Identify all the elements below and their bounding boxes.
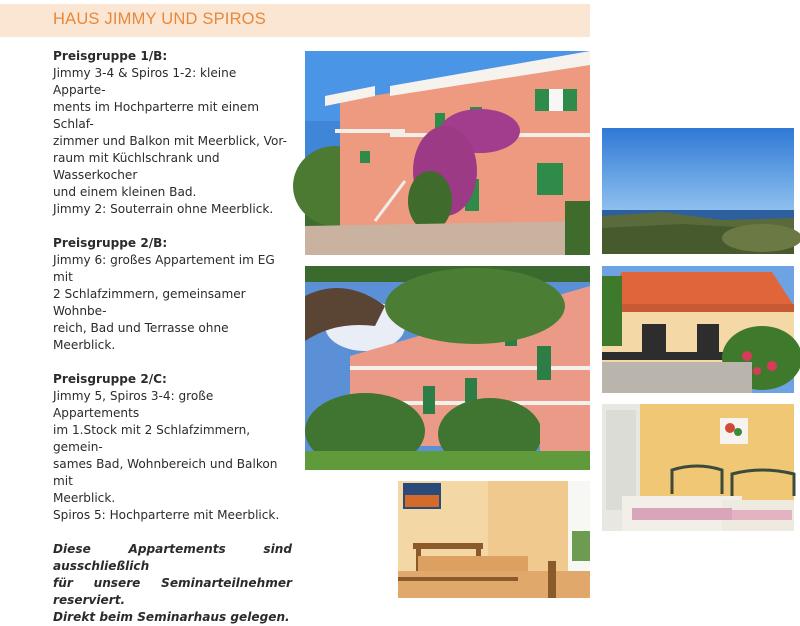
price-group-line: Jimmy 3-4 & Spiros 1-2: kleine Apparte-	[53, 66, 237, 97]
price-group-line: raum mit Küchlschrank und Wasserkocher	[53, 151, 220, 182]
ground-floor-terrace-photo	[602, 266, 794, 393]
price-group-heading: Preisgruppe 1/B:	[53, 49, 168, 63]
note-line: für unsere Seminarteilnehmer reserviert.	[53, 576, 292, 607]
price-group-line: Meerblick.	[53, 491, 116, 505]
price-group-line: Jimmy 5, Spiros 3-4: große Appartements	[53, 389, 214, 420]
reservation-note	[53, 541, 292, 626]
building-bougainvillea-photo	[305, 51, 590, 255]
price-group-line: Spiros 5: Hochparterre mit Meerblick.	[53, 508, 280, 522]
price-group-line: 2 Schlafzimmern, gemeinsamer Wohnbe-	[53, 287, 246, 318]
price-group-heading: Preisgruppe 2/B:	[53, 236, 168, 250]
price-group-line: im 1.Stock mit 2 Schlafzimmern, gemein-	[53, 423, 251, 454]
note-line: Direkt beim Seminarhaus gelegen.	[53, 610, 290, 624]
description-column	[53, 48, 292, 626]
price-group-line: ments im Hochparterre mit einem Schlaf-	[53, 100, 259, 131]
page-title: HAUS JIMMY UND SPIROS	[53, 10, 266, 28]
price-group-line: zimmer und Balkon mit Meerblick, Vor-	[53, 134, 287, 148]
price-group-heading: Preisgruppe 2/C:	[53, 372, 167, 386]
building-trees-photo	[305, 266, 590, 470]
sea-view-photo	[602, 128, 794, 254]
bedroom-wooden-beds-photo	[398, 481, 590, 598]
price-group-2c	[53, 371, 292, 524]
bedroom-metal-beds-photo	[602, 404, 794, 531]
price-group-1b	[53, 48, 292, 218]
price-group-line: sames Bad, Wohnbereich und Balkon mit	[53, 457, 278, 488]
price-group-2b	[53, 235, 292, 354]
price-group-line: und einem kleinen Bad.	[53, 185, 197, 199]
price-group-line: reich, Bad und Terrasse ohne Meerblick.	[53, 321, 229, 352]
price-group-line: Jimmy 2: Souterrain ohne Meerblick.	[53, 202, 274, 216]
price-group-line: Jimmy 6: großes Appartement im EG mit	[53, 253, 275, 284]
note-line: Diese Appartements sind ausschließlich	[53, 542, 292, 573]
